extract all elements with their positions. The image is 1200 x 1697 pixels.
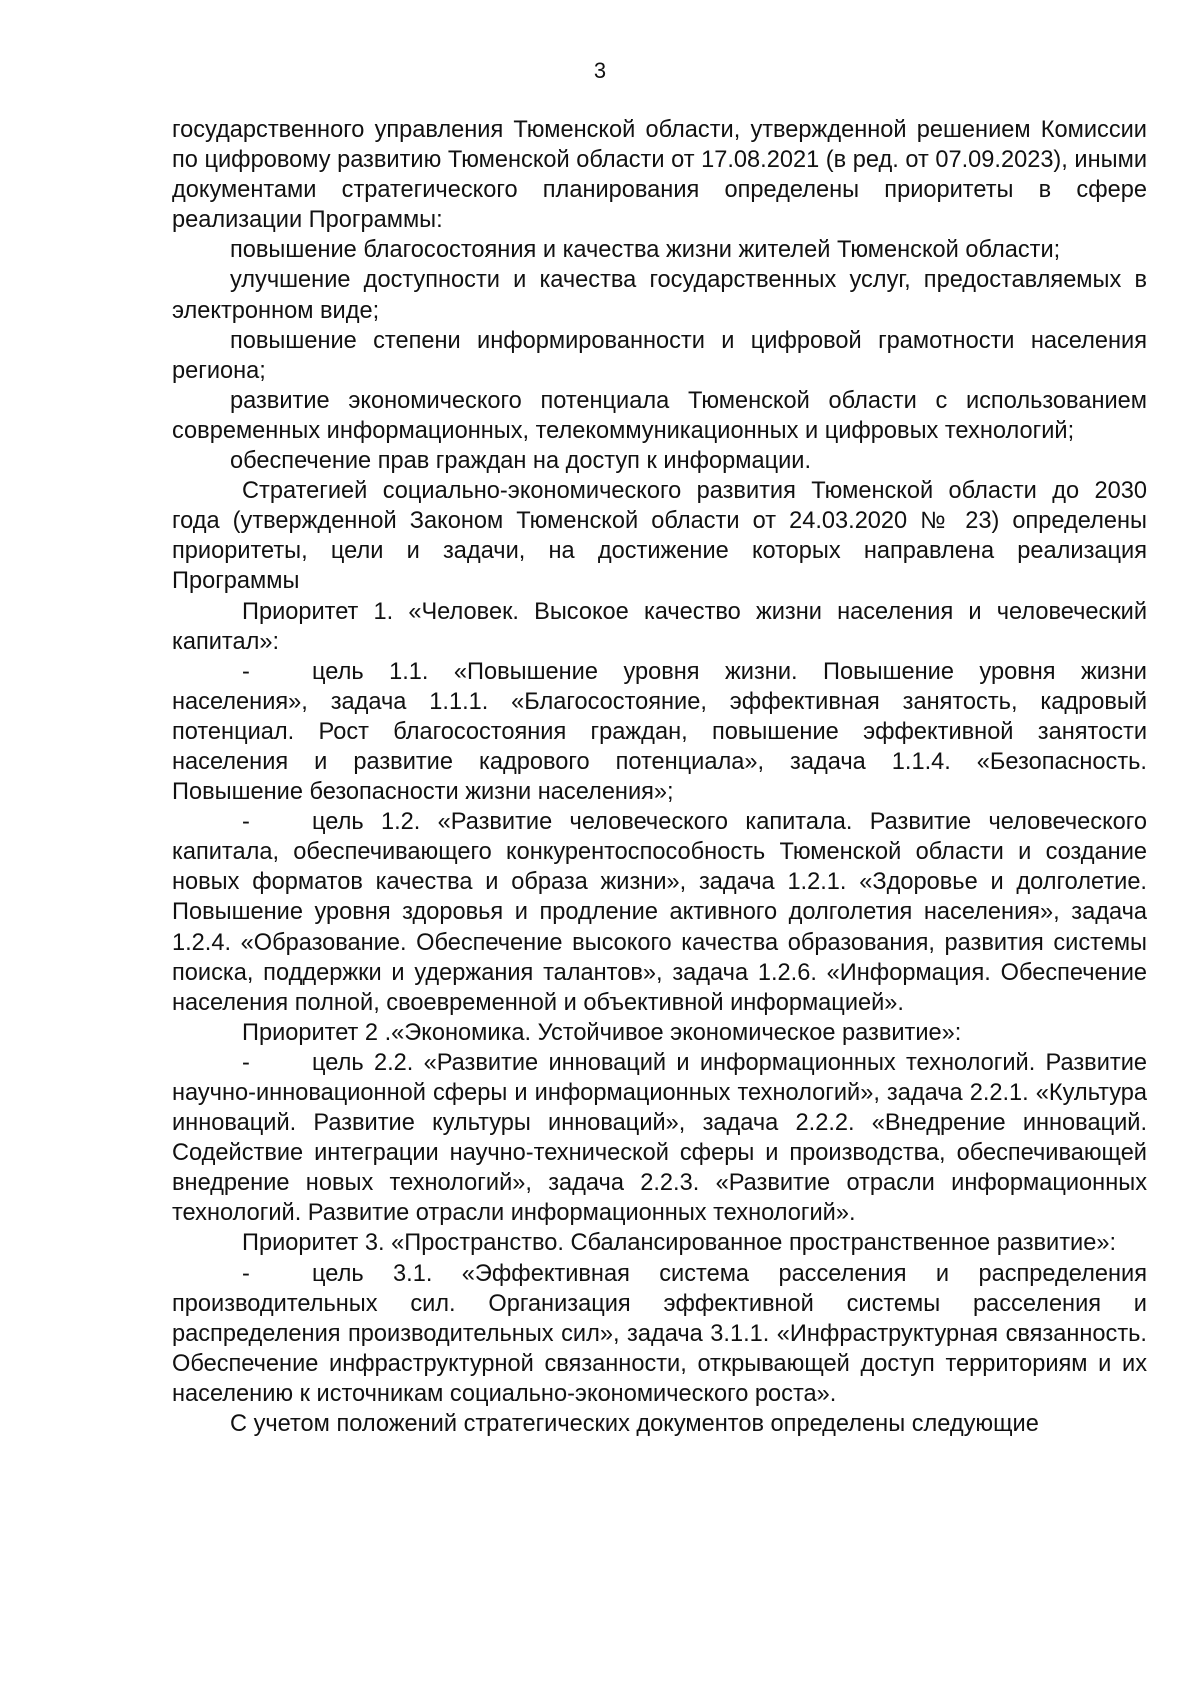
goal-text: цель 3.1. «Эффективная система расселения и распределения производительных сил. Организация эффективной системы расселения и распределения производительных сил», задача 3.1.1. «Инфраструктурная связанность. Обеспечение инфраструктурной связанности, открывающей доступ территориям и их населению к источникам социально-экономического роста». [172, 1260, 1147, 1407]
list-dash: - [242, 1260, 250, 1287]
priority-item: повышение степени информированности и цифровой грамотности населения региона; [172, 327, 1147, 384]
goal-text: цель 1.1. «Повышение уровня жизни. Повышение уровня жизни населения», задача 1.1.1. «Благосостояние, эффективная занятость, кадровый потенциал. Рост благосостояния граждан, повышение эффективной занятости населения и развитие кадрового потенциала», задача 1.1.4. «Безопасность. Повышение безопасности жизни населения»; [172, 658, 1147, 806]
goal-text: цель 1.2. «Развитие человеческого капитала. Развитие человеческого капитала, обеспечивающего конкурентоспособность Тюменской области и создание новых форматов качества и образа жизни», задача 1.2.1. «Здоровье и долголетие. Повышение уровня здоровья и продление активного долголетия населения», задача 1.2.4. «Образование. Обеспечение высокого качества образования, развития системы поиска, поддержки и удержания талантов», задача 1.2.6. «Информация. Обеспечение населения полной, своевременной и объективной информацией». [172, 809, 1147, 1016]
paragraph: государственного управления Тюменской области, утвержденной решением Комиссии по цифровому развитию Тюменской области от 17.08.2021 (в ред. от 07.09.2023), иными документами стратегического планирования определены приоритеты в сфере реализации Программы: [172, 117, 1147, 234]
paragraph: Стратегией социально-экономического развития Тюменской области до 2030 года (утвержденной Законом Тюменской области от 24.03.2020 № 23) определены приоритеты, цели и задачи, на достижение которых направлена реализация Программы [172, 478, 1147, 595]
list-dash: - [242, 1049, 250, 1076]
list-dash: - [242, 809, 250, 836]
priority-heading: Приоритет 3. «Пространство. Сбалансированное пространственное развитие»: [242, 1230, 1117, 1257]
priority-item: обеспечение прав граждан на доступ к информации. [230, 448, 812, 475]
priority-heading: Приоритет 1. «Человек. Высокое качество жизни населения и человеческий капитал»: [172, 598, 1147, 655]
goal-list-item [172, 657, 1147, 807]
priority-heading: Приоритет 2 .«Экономика. Устойчивое экономическое развитие»: [242, 1019, 962, 1046]
goal-text: цель 2.2. «Развитие инноваций и информационных технологий. Развитие научно-инновационной сферы и информационных технологий», задача 2.2.1. «Культура инноваций. Развитие культуры инноваций», задача 2.2.2. «Внедрение инноваций. Содействие интеграции научно-технической сферы и производства, обеспечивающей внедрение новых технологий», задача 2.2.3. «Развитие отрасли информационных технологий. Развитие отрасли информационных технологий». [172, 1049, 1147, 1227]
priority-item: улучшение доступности и качества государственных услуг, предоставляемых в электронном виде; [172, 267, 1147, 324]
paragraph: С учетом положений стратегических документов определены следующие [230, 1411, 1039, 1438]
goal-list-item [172, 1048, 1147, 1229]
goal-list-item [172, 1259, 1147, 1409]
list-dash: - [242, 658, 250, 685]
priority-item: повышение благосостояния и качества жизни жителей Тюменской области; [230, 237, 1061, 264]
priority-item: развитие экономического потенциала Тюменской области с использованием современных информационных, телекоммуникационных и цифровых технологий; [172, 387, 1147, 444]
document-body [172, 115, 1147, 1439]
page-number: 3 [593, 58, 607, 83]
goal-list-item [172, 807, 1147, 1018]
